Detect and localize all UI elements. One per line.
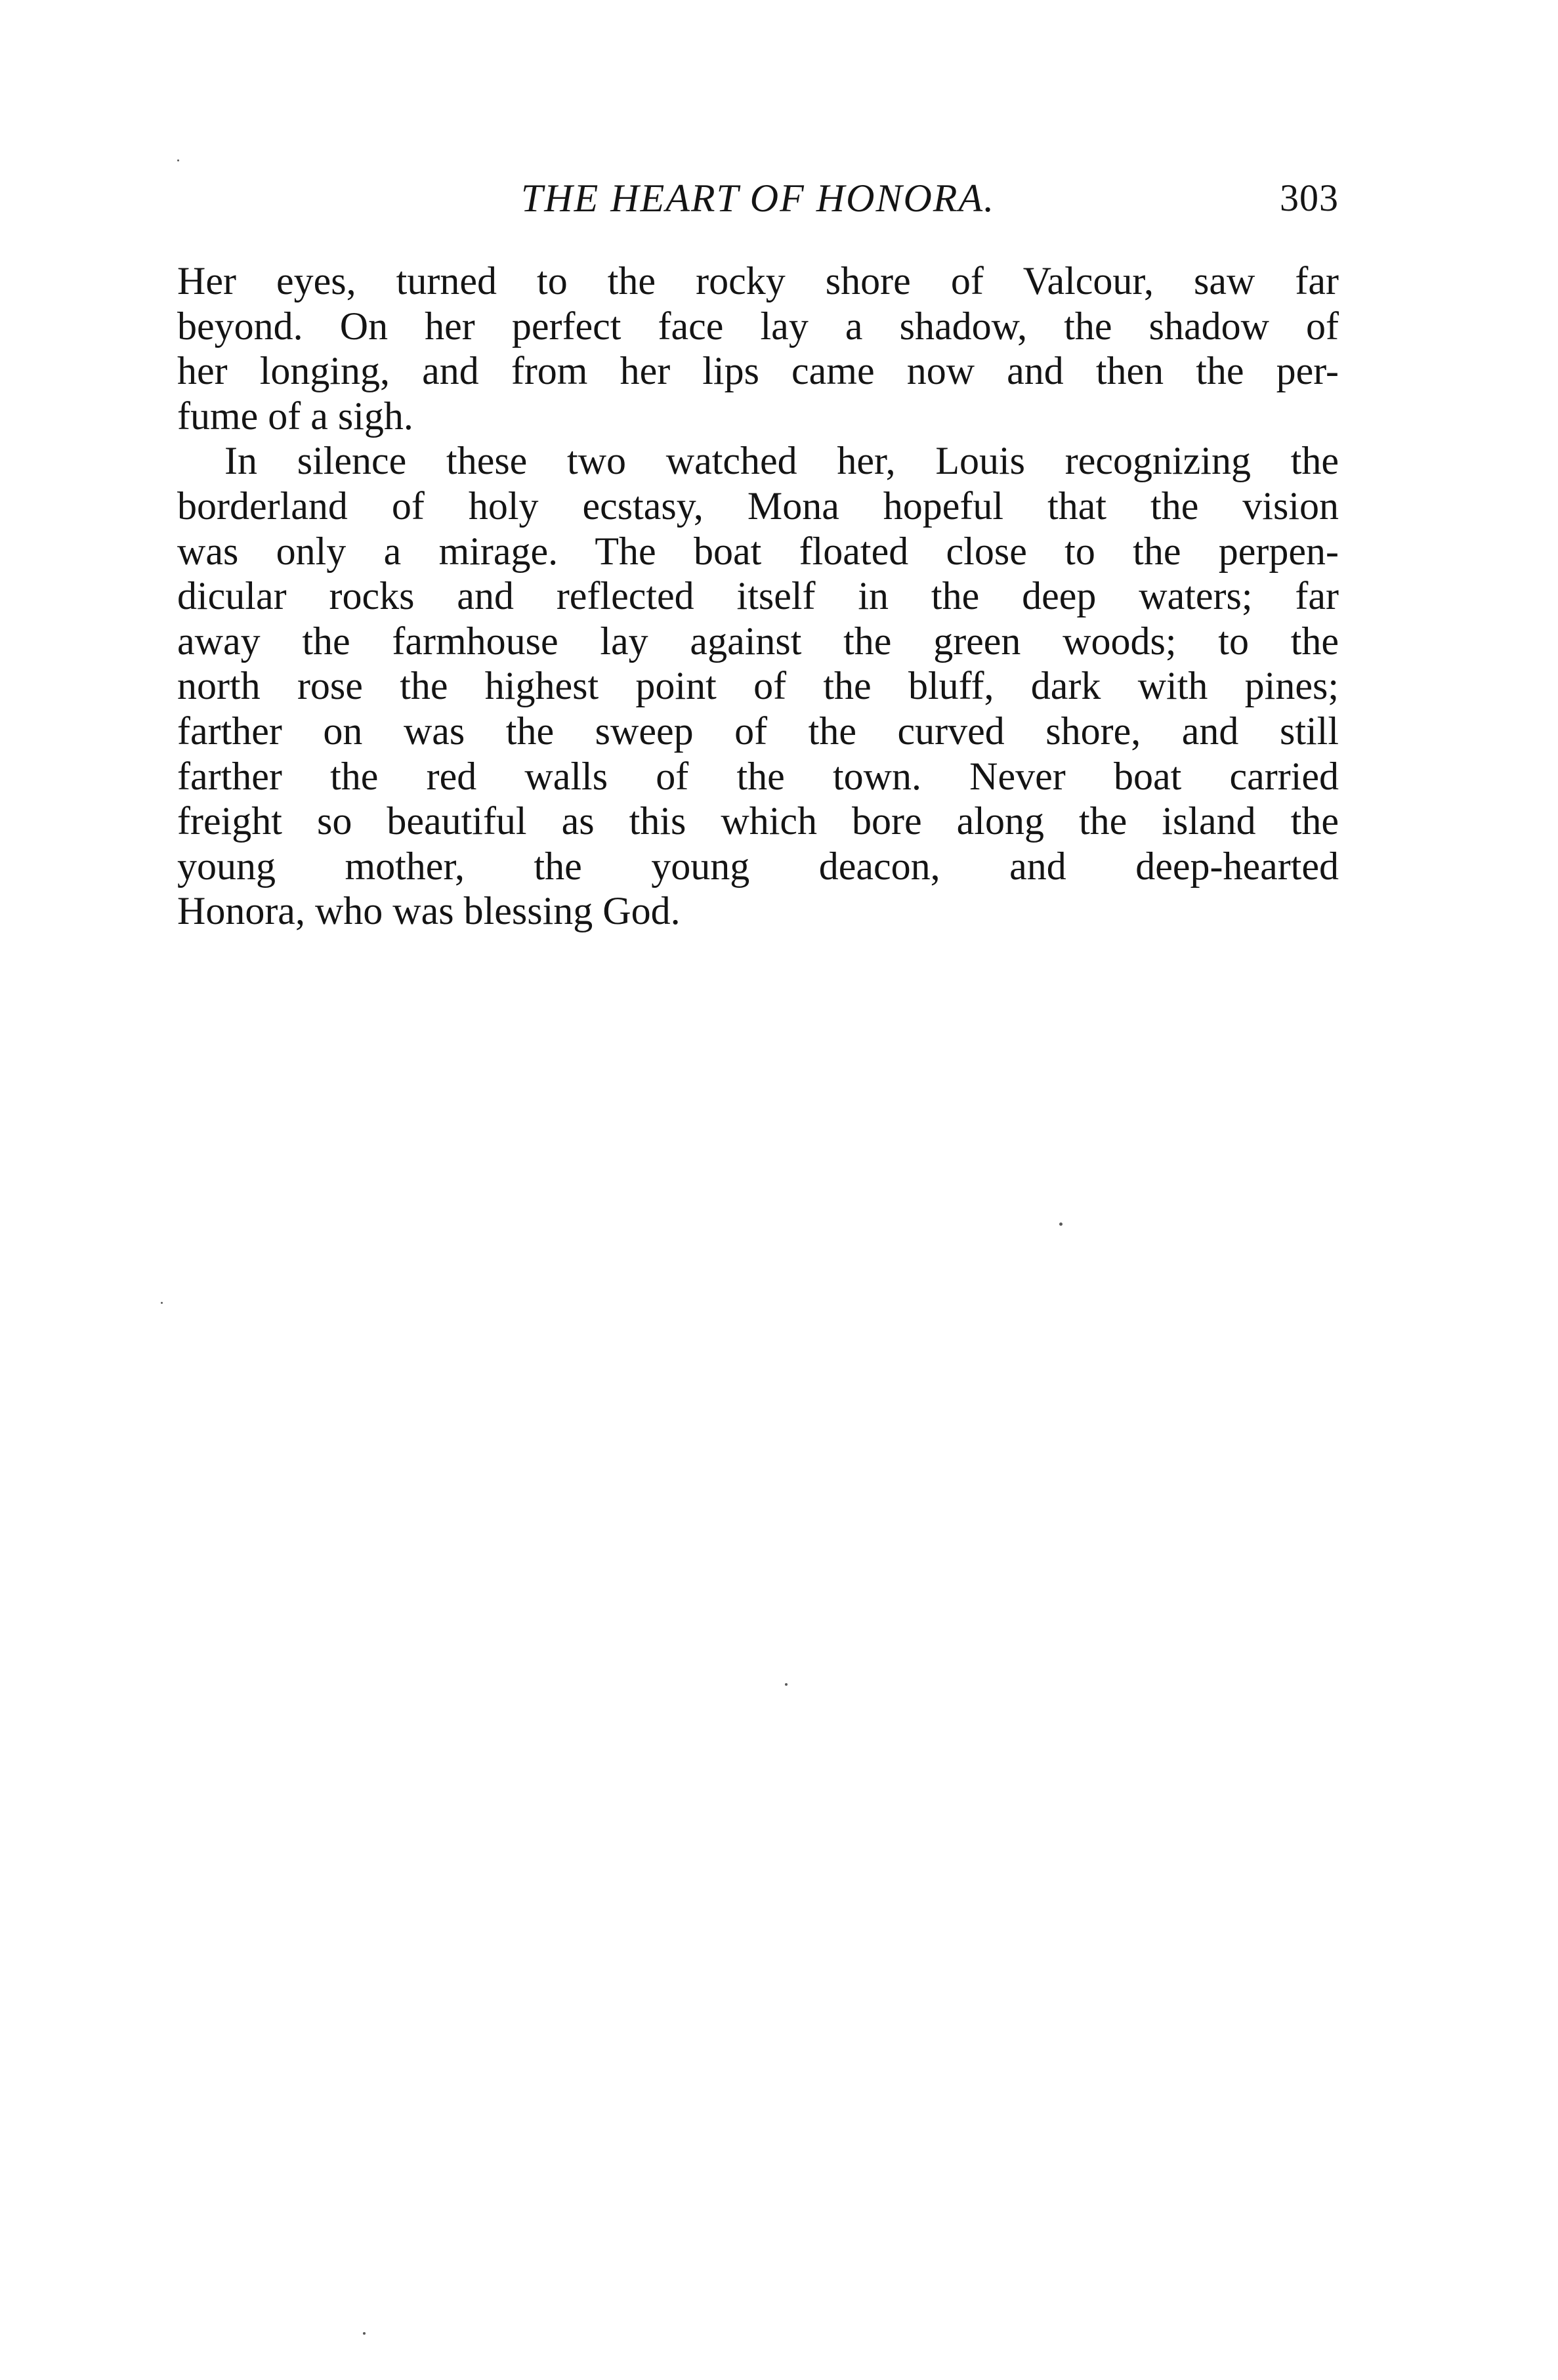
text-line: dicular rocks and reflected itself in the deep waters; far: [177, 574, 1339, 618]
scan-speck: [177, 159, 179, 161]
text-line: young mother, the young deacon, and deep-hearted: [177, 844, 1339, 888]
running-title: THE HEART OF HONORA.: [520, 177, 996, 220]
text-line: Her eyes, turned to the rocky shore of Valcour, saw far: [177, 259, 1339, 303]
scan-speck: [785, 1683, 788, 1686]
page-number: 303: [1280, 177, 1339, 219]
body-text: [177, 259, 1339, 934]
text-line: her longing, and from her lips came now and then the per-: [177, 349, 1339, 393]
text-line: farther on was the sweep of the curved shore, and still: [177, 709, 1339, 753]
text-line: north rose the highest point of the bluff, dark with pines;: [177, 664, 1339, 708]
running-head: [177, 172, 1339, 224]
text-line: In silence these two watched her, Louis recognizing the: [224, 439, 1339, 483]
scan-speck: [363, 2332, 366, 2335]
paragraph-1: [177, 259, 1339, 438]
text-line: freight so beautiful as this which bore along the island the: [177, 799, 1339, 843]
text-line: farther the red walls of the town. Never boat carried: [177, 754, 1339, 798]
scan-speck: [1059, 1222, 1063, 1226]
text-line: Honora, who was blessing God.: [177, 889, 681, 933]
paragraph-2: [177, 438, 1339, 934]
text-line: away the farmhouse lay against the green woods; to the: [177, 619, 1339, 663]
text-line: was only a mirage. The boat floated close to the perpen-: [177, 529, 1339, 573]
text-line: beyond. On her perfect face lay a shadow, the shadow of: [177, 304, 1339, 348]
text-line: borderland of holy ecstasy, Mona hopeful that the vision: [177, 484, 1339, 528]
scan-speck: [161, 1302, 163, 1304]
text-line: fume of a sigh.: [177, 394, 413, 438]
